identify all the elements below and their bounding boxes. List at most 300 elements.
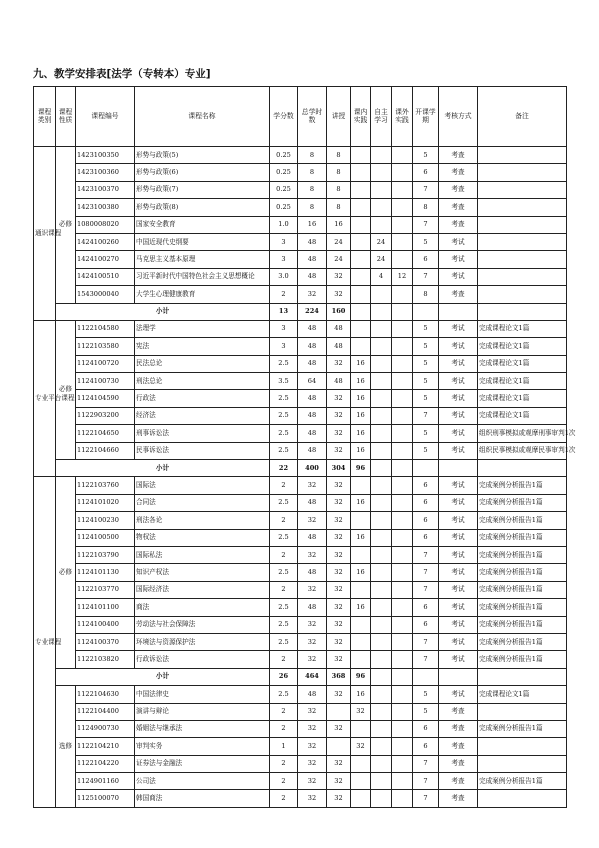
course-lecture: 32 <box>327 268 351 285</box>
subtotal-credit: 26 <box>270 668 298 685</box>
course-self-study <box>371 703 392 720</box>
course-semester: 5 <box>413 233 439 250</box>
course-hours: 32 <box>298 651 327 668</box>
course-name: 经济法 <box>135 407 270 424</box>
course-nature-cell: 必修 <box>56 147 76 304</box>
course-lecture: 32 <box>327 755 351 772</box>
course-semester: 7 <box>413 407 439 424</box>
course-note <box>478 251 567 268</box>
course-nature-cell: 必修 <box>56 320 76 459</box>
course-lecture: 32 <box>327 494 351 511</box>
course-credit: 2.5 <box>270 616 298 633</box>
course-code: 1124100730 <box>76 373 135 390</box>
course-semester: 7 <box>413 790 439 807</box>
course-lecture: 32 <box>327 616 351 633</box>
course-credit: 3.5 <box>270 373 298 390</box>
course-code: 1125100070 <box>76 790 135 807</box>
header-inclass: 课内实践 <box>351 87 371 147</box>
course-hours: 32 <box>298 790 327 807</box>
header-name: 课程名称 <box>135 87 270 147</box>
course-lecture: 32 <box>327 442 351 459</box>
course-code: 1122104630 <box>76 686 135 703</box>
course-lecture: 48 <box>327 338 351 355</box>
table-row <box>34 703 567 720</box>
course-hours: 48 <box>298 529 327 546</box>
course-credit: 2 <box>270 773 298 790</box>
table-row <box>34 546 567 563</box>
empty-cell <box>371 460 392 477</box>
course-self-study <box>371 616 392 633</box>
table-row <box>34 286 567 303</box>
subtotal-row <box>34 460 567 477</box>
course-inclass: 16 <box>351 390 371 407</box>
course-outside <box>392 633 413 650</box>
course-inclass: 16 <box>351 494 371 511</box>
course-lecture: 32 <box>327 546 351 563</box>
course-name: 刑法各论 <box>135 512 270 529</box>
subtotal-label: 小计 <box>56 460 270 477</box>
course-inclass: 16 <box>351 373 371 390</box>
course-exam: 考查 <box>439 773 478 790</box>
course-lecture: 32 <box>327 633 351 650</box>
course-self-study <box>371 755 392 772</box>
course-hours: 64 <box>298 373 327 390</box>
course-exam: 考试 <box>439 373 478 390</box>
course-exam: 考试 <box>439 546 478 563</box>
course-semester: 5 <box>413 373 439 390</box>
course-credit: 2 <box>270 512 298 529</box>
course-lecture: 8 <box>327 147 351 164</box>
course-hours: 32 <box>298 546 327 563</box>
course-name: 民事诉讼法 <box>135 442 270 459</box>
course-lecture <box>327 703 351 720</box>
course-hours: 32 <box>298 720 327 737</box>
course-exam: 考查 <box>439 286 478 303</box>
course-credit: 2.5 <box>270 355 298 372</box>
subtotal-hours: 224 <box>298 303 327 320</box>
course-hours: 32 <box>298 755 327 772</box>
course-semester: 6 <box>413 720 439 737</box>
course-name: 形势与政策(5) <box>135 147 270 164</box>
course-exam: 考试 <box>439 442 478 459</box>
course-category-cell: 专业课程 <box>34 477 56 807</box>
course-note: 完成案例分析报告1篇 <box>478 720 567 737</box>
course-lecture: 32 <box>327 407 351 424</box>
course-hours: 32 <box>298 286 327 303</box>
empty-cell <box>413 303 439 320</box>
table-row <box>34 773 567 790</box>
course-inclass: 16 <box>351 686 371 703</box>
course-outside <box>392 651 413 668</box>
table-row <box>34 181 567 198</box>
course-self-study <box>371 216 392 233</box>
subtotal-credit: 13 <box>270 303 298 320</box>
course-outside <box>392 581 413 598</box>
course-name: 中国法律史 <box>135 686 270 703</box>
course-note: 完成案例分析报告1篇 <box>478 494 567 511</box>
course-semester: 7 <box>413 581 439 598</box>
course-lecture <box>327 738 351 755</box>
course-note: 完成课程论文1篇 <box>478 320 567 337</box>
course-lecture: 8 <box>327 164 351 181</box>
table-row <box>34 477 567 494</box>
course-hours: 48 <box>298 268 327 285</box>
course-lecture: 32 <box>327 477 351 494</box>
course-credit: 2 <box>270 720 298 737</box>
course-name: 宪法 <box>135 338 270 355</box>
course-lecture: 32 <box>327 355 351 372</box>
course-hours: 32 <box>298 512 327 529</box>
course-credit: 1 <box>270 738 298 755</box>
course-code: 1124104590 <box>76 390 135 407</box>
course-exam: 考试 <box>439 512 478 529</box>
course-exam: 考试 <box>439 233 478 250</box>
course-exam: 考查 <box>439 738 478 755</box>
course-hours: 48 <box>298 564 327 581</box>
subtotal-hours: 400 <box>298 460 327 477</box>
course-note <box>478 790 567 807</box>
table-row <box>34 407 567 424</box>
course-name: 国际法 <box>135 477 270 494</box>
course-note: 组织民事模拟或观摩民事审判1次 <box>478 442 567 459</box>
course-semester: 5 <box>413 390 439 407</box>
course-credit: 2 <box>270 581 298 598</box>
course-lecture: 32 <box>327 286 351 303</box>
course-note <box>478 738 567 755</box>
course-credit: 0.25 <box>270 164 298 181</box>
subtotal-lecture: 304 <box>327 460 351 477</box>
course-note: 完成课程论文1篇 <box>478 355 567 372</box>
subtotal-lecture: 160 <box>327 303 351 320</box>
course-self-study <box>371 494 392 511</box>
table-row <box>34 320 567 337</box>
course-outside <box>392 477 413 494</box>
course-outside <box>392 199 413 216</box>
course-exam: 考查 <box>439 181 478 198</box>
page-title: 九、教学安排表[法学（专转本）专业] <box>33 68 211 80</box>
course-outside <box>392 616 413 633</box>
course-self-study <box>371 425 392 442</box>
course-code: 1122903200 <box>76 407 135 424</box>
course-name: 国际经济法 <box>135 581 270 598</box>
course-code: 1124100400 <box>76 616 135 633</box>
course-name: 中国近现代史纲要 <box>135 233 270 250</box>
course-code: 1424100270 <box>76 251 135 268</box>
course-semester: 6 <box>413 494 439 511</box>
course-self-study <box>371 181 392 198</box>
course-self-study: 24 <box>371 233 392 250</box>
course-note <box>478 199 567 216</box>
course-self-study <box>371 599 392 616</box>
course-self-study <box>371 651 392 668</box>
course-inclass <box>351 199 371 216</box>
course-note: 完成课程论文1篇 <box>478 686 567 703</box>
course-lecture: 32 <box>327 773 351 790</box>
course-inclass <box>351 512 371 529</box>
course-lecture: 8 <box>327 199 351 216</box>
empty-cell <box>392 303 413 320</box>
course-semester: 5 <box>413 703 439 720</box>
header-note: 备注 <box>478 87 567 147</box>
course-hours: 48 <box>298 355 327 372</box>
course-inclass: 16 <box>351 425 371 442</box>
course-hours: 8 <box>298 147 327 164</box>
course-hours: 48 <box>298 425 327 442</box>
course-credit: 2.5 <box>270 529 298 546</box>
course-note <box>478 147 567 164</box>
course-code: 1424100260 <box>76 233 135 250</box>
course-outside <box>392 164 413 181</box>
course-lecture: 32 <box>327 790 351 807</box>
course-exam: 考查 <box>439 147 478 164</box>
subtotal-lecture: 368 <box>327 668 351 685</box>
course-credit: 1.0 <box>270 216 298 233</box>
table-row <box>34 425 567 442</box>
course-outside <box>392 512 413 529</box>
course-credit: 2.5 <box>270 686 298 703</box>
course-name: 婚姻法与继承法 <box>135 720 270 737</box>
course-self-study <box>371 564 392 581</box>
course-note: 完成课程论文1篇 <box>478 390 567 407</box>
course-outside <box>392 373 413 390</box>
course-credit: 2 <box>270 477 298 494</box>
table-row <box>34 373 567 390</box>
course-note: 完成课程论文1篇 <box>478 373 567 390</box>
course-inclass <box>351 773 371 790</box>
course-note <box>478 703 567 720</box>
course-semester: 8 <box>413 286 439 303</box>
course-code: 1080008020 <box>76 216 135 233</box>
course-self-study <box>371 147 392 164</box>
empty-cell <box>439 460 478 477</box>
course-semester: 8 <box>413 199 439 216</box>
course-hours: 48 <box>298 233 327 250</box>
course-lecture: 32 <box>327 720 351 737</box>
course-outside <box>392 494 413 511</box>
course-credit: 2 <box>270 286 298 303</box>
course-lecture: 8 <box>327 181 351 198</box>
table-row <box>34 494 567 511</box>
course-inclass <box>351 320 371 337</box>
course-credit: 3 <box>270 251 298 268</box>
course-exam: 考试 <box>439 529 478 546</box>
header-category: 课程类别 <box>34 87 56 147</box>
course-credit: 2.5 <box>270 599 298 616</box>
course-credit: 3 <box>270 320 298 337</box>
course-exam: 考试 <box>439 564 478 581</box>
course-semester: 6 <box>413 616 439 633</box>
subtotal-inclass: 96 <box>351 668 371 685</box>
course-self-study <box>371 773 392 790</box>
course-self-study <box>371 529 392 546</box>
course-credit: 2 <box>270 651 298 668</box>
table-header-row <box>34 87 567 147</box>
course-outside <box>392 147 413 164</box>
course-exam: 考试 <box>439 355 478 372</box>
course-inclass <box>351 633 371 650</box>
course-exam: 考试 <box>439 407 478 424</box>
course-lecture: 32 <box>327 512 351 529</box>
header-self: 自主学习 <box>371 87 392 147</box>
course-outside <box>392 251 413 268</box>
course-name: 行政法 <box>135 390 270 407</box>
course-code: 1122104210 <box>76 738 135 755</box>
course-inclass <box>351 720 371 737</box>
course-credit: 3 <box>270 338 298 355</box>
course-hours: 8 <box>298 181 327 198</box>
course-code: 1122104650 <box>76 425 135 442</box>
course-inclass: 32 <box>351 738 371 755</box>
course-lecture: 32 <box>327 564 351 581</box>
course-name: 大学生心理健康教育 <box>135 286 270 303</box>
course-self-study <box>371 442 392 459</box>
course-self-study <box>371 738 392 755</box>
course-code: 1122103820 <box>76 651 135 668</box>
subtotal-inclass <box>351 303 371 320</box>
course-name: 形势与政策(6) <box>135 164 270 181</box>
course-category-cell: 通识课程 <box>34 147 56 321</box>
course-exam: 考试 <box>439 268 478 285</box>
course-name: 行政诉讼法 <box>135 651 270 668</box>
course-lecture: 16 <box>327 216 351 233</box>
course-name: 合同法 <box>135 494 270 511</box>
course-note: 完成课程论文1篇 <box>478 338 567 355</box>
course-outside <box>392 720 413 737</box>
course-name: 物权法 <box>135 529 270 546</box>
course-name: 证券法与金融法 <box>135 755 270 772</box>
course-hours: 8 <box>298 199 327 216</box>
course-semester: 7 <box>413 546 439 563</box>
course-note: 完成案例分析报告1篇 <box>478 546 567 563</box>
course-credit: 2.5 <box>270 425 298 442</box>
course-outside <box>392 407 413 424</box>
table-row <box>34 529 567 546</box>
subtotal-inclass: 96 <box>351 460 371 477</box>
course-self-study: 4 <box>371 268 392 285</box>
course-semester: 5 <box>413 425 439 442</box>
course-self-study <box>371 164 392 181</box>
course-semester: 6 <box>413 529 439 546</box>
course-credit: 3.0 <box>270 268 298 285</box>
course-code: 1124100230 <box>76 512 135 529</box>
course-credit: 0.25 <box>270 147 298 164</box>
table-row <box>34 216 567 233</box>
course-credit: 2.5 <box>270 633 298 650</box>
course-note: 完成案例分析报告1篇 <box>478 616 567 633</box>
course-hours: 48 <box>298 390 327 407</box>
empty-cell <box>413 460 439 477</box>
course-code: 1122103760 <box>76 477 135 494</box>
course-outside <box>392 564 413 581</box>
course-semester: 7 <box>413 181 439 198</box>
course-exam: 考查 <box>439 216 478 233</box>
course-exam: 考试 <box>439 251 478 268</box>
course-inclass <box>351 338 371 355</box>
table-row <box>34 199 567 216</box>
course-name: 民法总论 <box>135 355 270 372</box>
course-hours: 32 <box>298 477 327 494</box>
course-lecture: 32 <box>327 390 351 407</box>
course-code: 1122103580 <box>76 338 135 355</box>
table-row <box>34 651 567 668</box>
course-inclass <box>351 651 371 668</box>
course-exam: 考查 <box>439 199 478 216</box>
course-exam: 考试 <box>439 633 478 650</box>
course-code: 1122104660 <box>76 442 135 459</box>
course-semester: 5 <box>413 147 439 164</box>
course-lecture: 32 <box>327 599 351 616</box>
table-row <box>34 147 567 164</box>
course-lecture: 24 <box>327 251 351 268</box>
course-code: 1423100350 <box>76 147 135 164</box>
course-semester: 5 <box>413 338 439 355</box>
course-exam: 考试 <box>439 338 478 355</box>
course-semester: 7 <box>413 268 439 285</box>
course-code: 1543000040 <box>76 286 135 303</box>
course-code: 1122104580 <box>76 320 135 337</box>
course-outside <box>392 529 413 546</box>
course-self-study <box>371 355 392 372</box>
empty-cell <box>392 460 413 477</box>
course-code: 1424100510 <box>76 268 135 285</box>
table-row <box>34 738 567 755</box>
course-exam: 考试 <box>439 390 478 407</box>
course-outside <box>392 738 413 755</box>
course-outside <box>392 686 413 703</box>
course-outside <box>392 181 413 198</box>
course-lecture: 32 <box>327 581 351 598</box>
course-code: 1124900730 <box>76 720 135 737</box>
table-row <box>34 686 567 703</box>
empty-cell <box>478 668 567 685</box>
course-code: 1124100370 <box>76 633 135 650</box>
empty-cell <box>371 303 392 320</box>
course-note: 完成案例分析报告1篇 <box>478 773 567 790</box>
course-inclass <box>351 755 371 772</box>
course-self-study <box>371 686 392 703</box>
course-code: 1124100720 <box>76 355 135 372</box>
table-row <box>34 720 567 737</box>
course-semester: 6 <box>413 251 439 268</box>
course-note <box>478 181 567 198</box>
table-row <box>34 268 567 285</box>
course-code: 1124100500 <box>76 529 135 546</box>
course-lecture: 48 <box>327 320 351 337</box>
course-name: 国家安全教育 <box>135 216 270 233</box>
header-hours: 总学时数 <box>298 87 327 147</box>
course-hours: 48 <box>298 494 327 511</box>
course-note: 完成课程论文1篇 <box>478 407 567 424</box>
course-credit: 3 <box>270 233 298 250</box>
course-semester: 5 <box>413 442 439 459</box>
course-inclass: 16 <box>351 442 371 459</box>
course-hours: 8 <box>298 164 327 181</box>
table-row <box>34 355 567 372</box>
course-semester: 5 <box>413 686 439 703</box>
course-name: 公司法 <box>135 773 270 790</box>
course-self-study <box>371 790 392 807</box>
subtotal-label: 小计 <box>56 668 270 685</box>
course-inclass <box>351 286 371 303</box>
course-inclass: 16 <box>351 529 371 546</box>
course-code: 1124101020 <box>76 494 135 511</box>
course-name: 劳动法与社会保障法 <box>135 616 270 633</box>
course-note: 完成案例分析报告1篇 <box>478 529 567 546</box>
course-name: 韩国商法 <box>135 790 270 807</box>
subtotal-credit: 22 <box>270 460 298 477</box>
course-self-study: 24 <box>371 251 392 268</box>
course-exam: 考试 <box>439 320 478 337</box>
